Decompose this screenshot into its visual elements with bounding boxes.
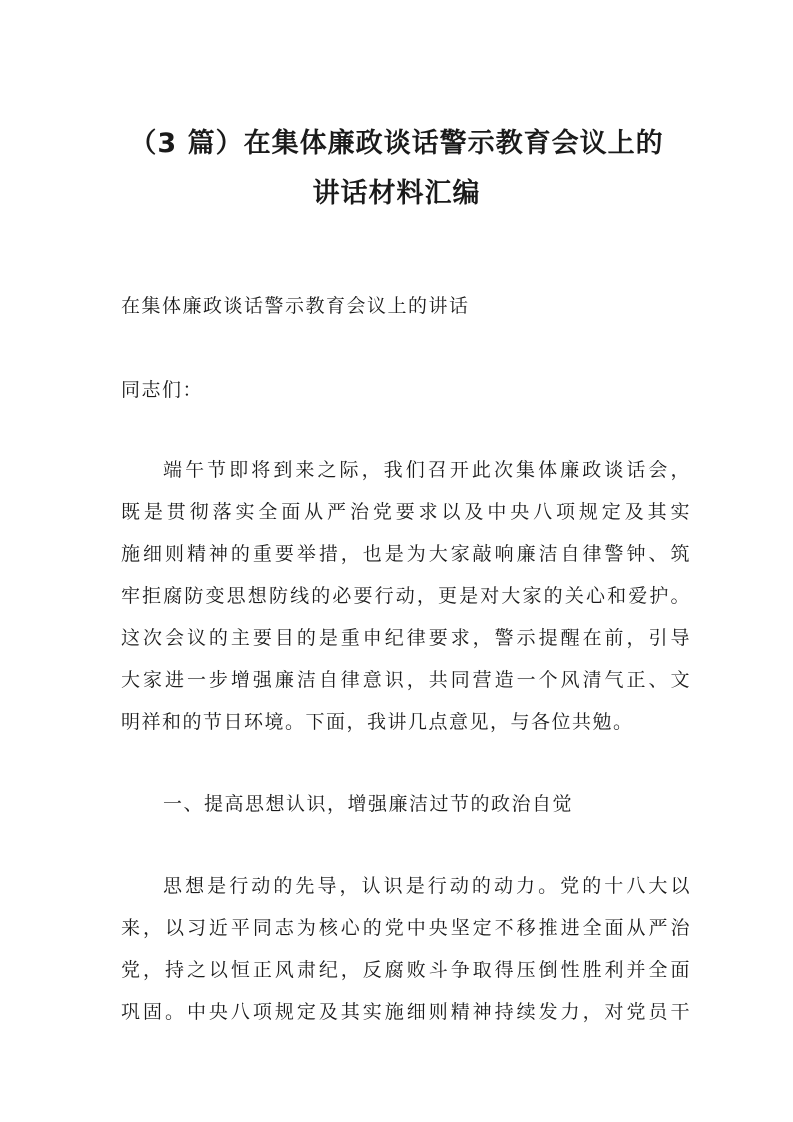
salutation: 同志们： (121, 379, 204, 401)
paragraph-1-line-7: 明祥和的节日环境。下面，我讲几点意见，与各位共勉。 (121, 711, 634, 733)
paragraph-2-line-4: 巩固。中央八项规定及其实施细则精神持续发力，对党员干 (121, 1001, 691, 1023)
paragraph-1-line-6: 大家进一步增强廉洁自律意识，共同营造一个风清气正、文 (121, 669, 691, 691)
paragraph-2-line-1: 思想是行动的先导，认识是行动的动力。党的十八大以 (163, 875, 691, 897)
paragraph-2-line-3: 党，持之以恒正风肃纪，反腐败斗争取得压倒性胜利并全面 (121, 959, 691, 981)
paragraph-1-line-5: 这次会议的主要目的是重申纪律要求，警示提醒在前，引导 (121, 627, 691, 649)
document-title-line-2: 讲话材料汇编 (312, 178, 481, 209)
paragraph-1-line-1: 端午节即将到来之际，我们召开此次集体廉政谈话会， (163, 459, 691, 481)
paragraph-1-line-4: 牢拒腐防变思想防线的必要行动，更是对大家的关心和爱护。 (121, 585, 691, 607)
paragraph-1-line-3: 施细则精神的重要举措，也是为大家敲响廉洁自律警钟、筑 (121, 543, 691, 565)
paragraph-1-line-2: 既是贯彻落实全面从严治党要求以及中央八项规定及其实 (121, 501, 691, 523)
section-heading-1: 一、提高思想认识，增强廉洁过节的政治自觉 (163, 793, 574, 815)
document-title-line-1: （3 篇）在集体廉政谈话警示教育会议上的 (129, 128, 664, 159)
speech-subtitle: 在集体廉政谈话警示教育会议上的讲话 (121, 295, 470, 317)
paragraph-2-line-2: 来，以习近平同志为核心的党中央坚定不移推进全面从严治 (121, 917, 691, 939)
